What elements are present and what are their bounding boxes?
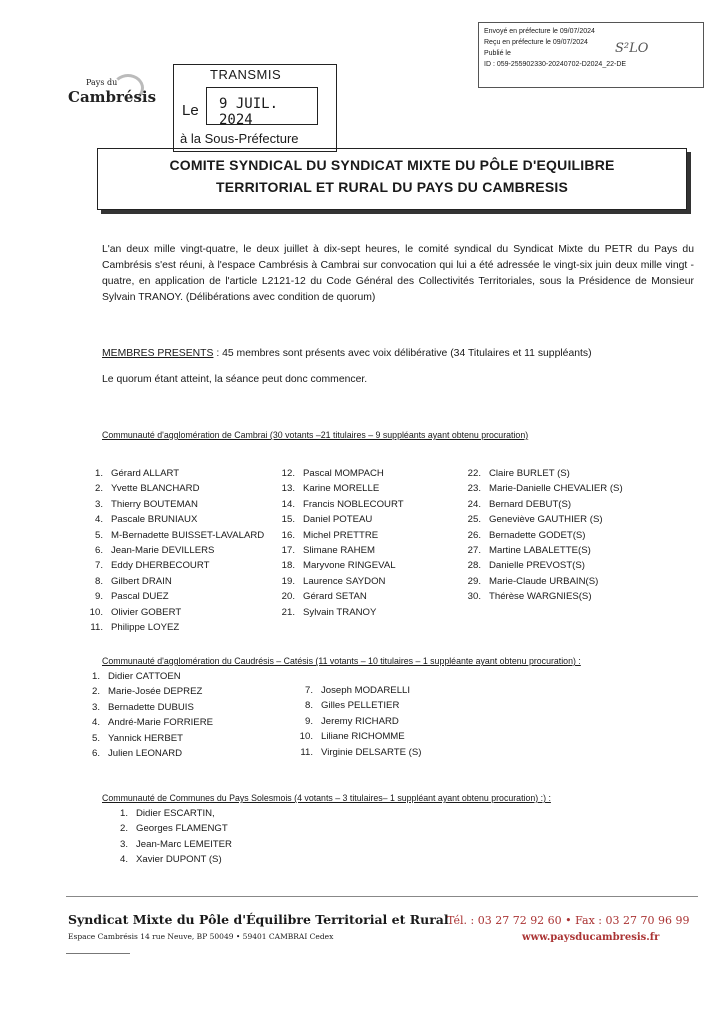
member-name: Gérard SETAN — [303, 591, 367, 603]
member-list-item — [466, 574, 623, 589]
member-number: 19. — [281, 575, 295, 587]
member-list-item — [88, 715, 213, 730]
member-list-item — [88, 481, 264, 496]
member-name: Virginie DELSARTE (S) — [321, 746, 422, 758]
member-number: 23. — [467, 483, 481, 495]
member-name: Joseph MODARELLI — [321, 685, 411, 696]
member-list-item — [466, 558, 623, 573]
member-number: 6. — [91, 748, 100, 760]
member-name: Sylvain TRANOY — [303, 606, 377, 618]
member-name: Philippe LOYEZ — [111, 622, 180, 634]
member-list-item — [88, 589, 264, 604]
member-name: Pascal MOMPACH — [303, 468, 384, 479]
member-name: Geneviève GAUTHIER (S) — [489, 514, 603, 526]
member-list-item — [298, 745, 421, 760]
footer-divider — [66, 896, 698, 897]
member-number: 15. — [281, 514, 295, 526]
member-list-item — [116, 852, 232, 867]
member-list-item — [298, 683, 421, 698]
member-list-item — [466, 512, 623, 527]
title-box — [97, 148, 687, 210]
stamp-le: Le — [182, 102, 199, 119]
member-name: Thérèse WARGNIES(S) — [489, 591, 592, 603]
caudresis-col-2 — [298, 683, 421, 760]
logo-name-text: Cambrésis — [68, 88, 157, 106]
member-list-item — [466, 589, 623, 604]
member-name: Jeremy RICHARD — [321, 715, 399, 727]
stamp-sous-prefecture: à la Sous-Préfecture — [180, 131, 299, 146]
member-number: 20. — [281, 591, 295, 603]
member-number: 16. — [281, 529, 295, 541]
member-name: Olivier GOBERT — [111, 606, 182, 618]
member-name: Jean-Marie DEVILLERS — [111, 545, 215, 557]
member-list-item — [280, 558, 404, 573]
member-list-item — [88, 512, 264, 527]
member-list-item — [88, 669, 213, 684]
member-number: 29. — [467, 575, 481, 587]
solesmois-col-1 — [116, 806, 232, 868]
member-name: Gilles PELLETIER — [321, 700, 400, 712]
footer-org-name: Syndicat Mixte du Pôle d'Équilibre Territorial et Rural — [68, 912, 449, 927]
member-list-item — [88, 620, 264, 635]
member-list-item — [116, 821, 232, 836]
prefecture-receipt-box — [478, 22, 704, 88]
footer-phone-fax: Tél. : 03 27 72 92 60 • Fax : 03 27 70 96 99 — [447, 914, 690, 927]
member-name: Marie-Claude URBAIN(S) — [489, 575, 599, 587]
member-list-item — [280, 497, 404, 512]
member-number: 18. — [281, 560, 295, 572]
member-name: Yannick HERBET — [108, 732, 183, 744]
members-present-line — [102, 346, 694, 362]
member-list-item — [88, 543, 264, 558]
member-number: 28. — [467, 560, 481, 572]
members-present-label: MEMBRES PRESENTS — [102, 348, 214, 359]
member-list-item — [280, 605, 404, 620]
member-number: 17. — [281, 545, 295, 557]
handwritten-mark: S²LO — [615, 41, 649, 56]
member-name: Julien LEONARD — [108, 748, 183, 760]
member-number: 5. — [91, 732, 100, 744]
member-list-item — [116, 806, 232, 821]
member-name: André-Marie FORRIERE — [108, 717, 214, 729]
member-number: 1. — [119, 808, 128, 819]
member-list-item — [280, 589, 404, 604]
member-number: 7. — [304, 685, 313, 696]
member-number: 10. — [89, 606, 103, 618]
member-number: 5. — [94, 529, 103, 541]
member-list-item — [88, 700, 213, 715]
member-name: Slimane RAHEM — [303, 545, 375, 557]
member-name: Laurence SAYDON — [303, 575, 386, 587]
member-list-item — [88, 497, 264, 512]
stamp-date: 9 JUIL. 2024 — [219, 96, 279, 128]
received-date: Reçu en préfecture le 09/07/2024 — [484, 39, 588, 46]
footer-small-rule — [66, 953, 130, 954]
member-number: 2. — [119, 823, 128, 835]
solesmois-header: Communauté de Communes du Pays Solesmois (4 votants – 3 titulaires– 1 suppléant ayant obtenu procuration) :) : — [102, 793, 551, 803]
intro-paragraph: L'an deux mille vingt-quatre, le deux juillet à dix-sept heures, le comité syndical du Syndicat Mixte du PETR du Pays du Cambrésis s'est réuni, à l'espace Cambrésis à Cambrai sur convocation qui lui a été adressée le vingt-six juin deux mille vingt -quatre, en application de l'article L2121-12 du Code Général des Collectivités Territoriales, sous la Présidence de Monsieur Sylvain TRANOY. (Délibérations avec condition de quorum) — [102, 244, 694, 303]
member-name: Martine LABALETTE(S) — [489, 545, 591, 557]
member-name: Gilbert DRAIN — [111, 575, 172, 587]
member-number: 4. — [119, 854, 128, 866]
footer-website[interactable]: www.paysducambresis.fr — [522, 932, 660, 943]
member-number: 24. — [467, 498, 481, 510]
cambrai-col-2 — [280, 466, 404, 620]
member-name: Michel PRETTRE — [303, 529, 379, 541]
pays-du-cambresis-logo — [68, 74, 158, 114]
member-number: 4. — [94, 514, 103, 526]
member-name: Marie-Danielle CHEVALIER (S) — [489, 483, 623, 495]
member-number: 3. — [94, 498, 103, 510]
transmis-stamp — [173, 64, 337, 152]
member-name: Pascale BRUNIAUX — [111, 514, 198, 526]
member-name: Karine MORELLE — [303, 483, 380, 495]
member-number: 14. — [281, 498, 295, 510]
member-list-item — [298, 698, 421, 713]
member-name: Didier ESCARTIN, — [136, 808, 215, 819]
member-list-item — [88, 605, 264, 620]
member-number: 30. — [467, 591, 481, 603]
member-name: Thierry BOUTEMAN — [111, 498, 198, 510]
member-number: 25. — [467, 514, 481, 526]
cambrai-header: Communauté d'agglomération de Cambrai (30 votants –21 titulaires – 9 suppléants ayant obtenu procuration) — [102, 430, 529, 440]
member-number: 6. — [94, 545, 103, 557]
member-name: Bernard DEBUT(S) — [489, 498, 572, 510]
member-name: Georges FLAMENGT — [136, 823, 228, 835]
quorum-line: Le quorum étant atteint, la séance peut donc commencer. — [102, 374, 368, 385]
cambrai-col-3 — [466, 466, 623, 605]
member-name: Yvette BLANCHARD — [111, 483, 200, 495]
member-list-item — [298, 714, 421, 729]
member-list-item — [88, 731, 213, 746]
footer-address: Espace Cambrésis 14 rue Neuve, BP 50049 • 59401 CAMBRAI Cedex — [68, 932, 334, 941]
member-list-item — [280, 543, 404, 558]
member-name: Daniel POTEAU — [303, 514, 373, 526]
member-number: 7. — [94, 560, 103, 572]
member-list-item — [466, 466, 623, 481]
member-number: 27. — [467, 545, 481, 557]
sent-date: Envoyé en préfecture le 09/07/2024 — [484, 28, 595, 35]
member-list-item — [88, 746, 213, 761]
member-list-item — [88, 528, 264, 543]
member-number: 9. — [304, 715, 313, 727]
member-list-item — [466, 497, 623, 512]
member-name: Maryvone RINGEVAL — [303, 560, 396, 572]
member-list-item — [280, 466, 404, 481]
member-number: 12. — [281, 468, 295, 479]
member-name: Danielle PREVOST(S) — [489, 560, 585, 572]
member-list-item — [280, 512, 404, 527]
member-name: M-Bernadette BUISSET-LAVALARD — [111, 529, 265, 541]
members-present-text: : 45 membres sont présents avec voix délibérative (34 Titulaires et 11 suppléants) — [213, 348, 592, 359]
caudresis-col-1 — [88, 669, 213, 761]
member-list-item — [280, 528, 404, 543]
member-list-item — [88, 684, 213, 699]
member-number: 8. — [304, 700, 313, 712]
member-name: Eddy DHERBECOURT — [111, 560, 210, 572]
logo-pays-text: Pays du — [86, 78, 118, 87]
member-name: Liliane RICHOMME — [321, 731, 405, 743]
member-name: Jean-Marc LEMEITER — [136, 838, 232, 850]
member-name: Pascal DUEZ — [111, 591, 169, 603]
member-number: 3. — [91, 701, 100, 713]
member-number: 13. — [281, 483, 295, 495]
member-list-item — [88, 574, 264, 589]
stamp-transmis: TRANSMIS — [210, 67, 282, 82]
act-id: ID : 059-255902330-20240702-D2024_22-DE — [484, 61, 627, 68]
member-name: Marie-Josée DEPREZ — [108, 686, 203, 698]
member-list-item — [88, 466, 264, 481]
member-number: 11. — [90, 622, 103, 634]
member-number: 2. — [94, 483, 103, 495]
member-name: Didier CATTOEN — [108, 671, 181, 682]
member-name: Xavier DUPONT (S) — [136, 854, 222, 866]
cambrai-col-1 — [88, 466, 264, 635]
member-list-item — [466, 481, 623, 496]
member-number: 4. — [91, 717, 100, 729]
member-name: Francis NOBLECOURT — [303, 498, 404, 510]
published-label: Publié le — [484, 50, 511, 57]
member-number: 1. — [91, 671, 100, 682]
member-number: 9. — [94, 591, 103, 603]
member-number: 8. — [94, 575, 103, 587]
caudresis-header: Communauté d'agglomération du Caudrésis – Catésis (11 votants – 10 titulaires – 1 suppléante ayant obtenu procuration) : — [102, 656, 581, 666]
member-list-item — [280, 481, 404, 496]
title-line-1: COMITE SYNDICAL DU SYNDICAT MIXTE DU PÔLE D'EQUILIBRE — [169, 157, 615, 173]
member-number: 3. — [119, 838, 128, 850]
member-number: 11. — [300, 746, 313, 758]
member-list-item — [116, 837, 232, 852]
member-list-item — [466, 543, 623, 558]
member-number: 22. — [467, 468, 481, 479]
member-name: Claire BURLET (S) — [489, 468, 570, 479]
member-list-item — [88, 558, 264, 573]
member-number: 26. — [467, 529, 481, 541]
member-name: Gérard ALLART — [111, 468, 180, 479]
member-name: Bernadette GODET(S) — [489, 529, 586, 541]
title-line-2: TERRITORIAL ET RURAL DU PAYS DU CAMBRESIS — [215, 179, 568, 195]
member-list-item — [298, 729, 421, 744]
member-number: 10. — [299, 731, 313, 743]
member-number: 2. — [91, 686, 100, 698]
member-number: 21. — [281, 606, 295, 618]
stamp-date-box — [206, 87, 318, 128]
member-list-item — [280, 574, 404, 589]
member-number: 1. — [94, 468, 103, 479]
member-name: Bernadette DUBUIS — [108, 701, 194, 713]
member-list-item — [466, 528, 623, 543]
